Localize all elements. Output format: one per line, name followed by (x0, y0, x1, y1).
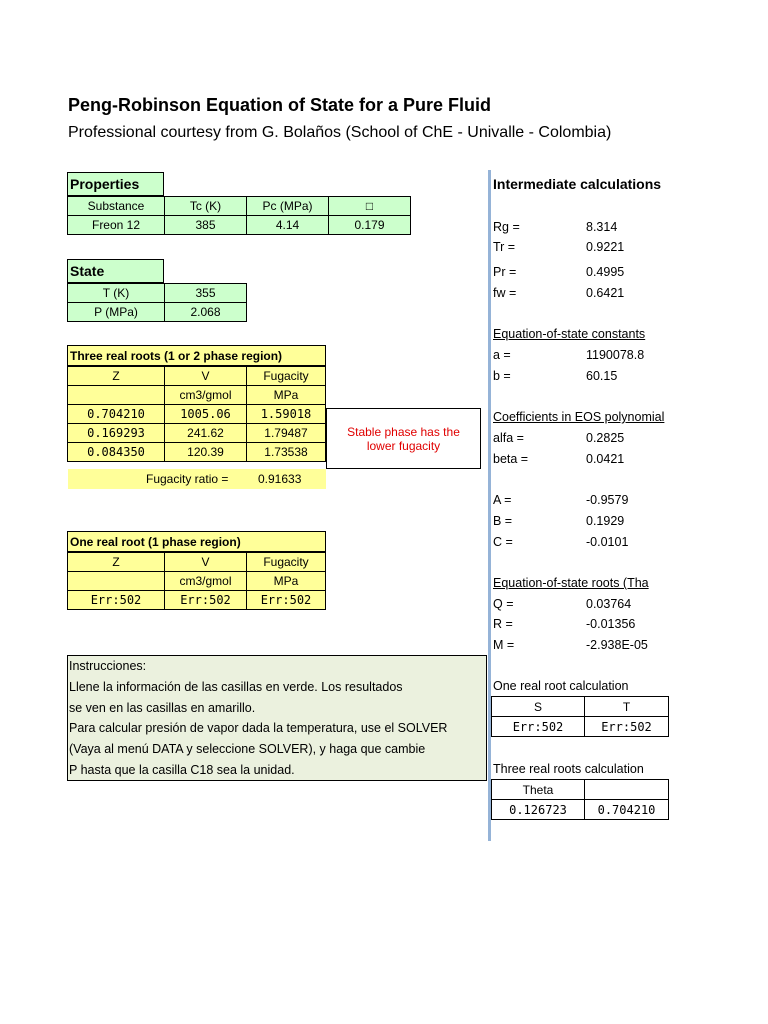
z-cell[interactable]: 0.084350 (68, 443, 165, 462)
M-label: M = (493, 638, 515, 652)
coef-title: Coefficients in EOS polynomial (493, 410, 665, 424)
one-root-table (67, 552, 326, 610)
pc-cell[interactable]: 4.14 (247, 216, 329, 235)
state-header: State (67, 259, 164, 283)
col-v: V (165, 553, 247, 572)
temperature-cell[interactable]: 355 (165, 284, 247, 303)
A-value[interactable]: -0.9579 (586, 493, 629, 507)
a-value[interactable]: 1190078.8 (586, 348, 645, 362)
substance-cell[interactable]: Freon 12 (68, 216, 165, 235)
three-roots-col-header-1 (68, 367, 326, 386)
note-line: lower fugacity (366, 438, 441, 453)
col-v-unit: cm3/gmol (165, 386, 247, 405)
B-label: B = (493, 514, 513, 528)
properties-header: Properties (67, 172, 164, 196)
pressure-cell[interactable]: 2.068 (165, 303, 247, 322)
col-v-unit: cm3/gmol (165, 572, 247, 591)
one-root-calc-title: One real root calculation (493, 679, 629, 693)
instructions-line: Para calcular presión de vapor dada la temperatura, use el SOLVER (69, 721, 448, 736)
fw-value[interactable]: 0.6421 (586, 286, 625, 300)
table-row (68, 424, 326, 443)
three-root-calc-table (491, 779, 669, 820)
state-table (67, 283, 247, 322)
page-title: Peng-Robinson Equation of State for a Pure Fluid (68, 95, 491, 115)
note-line: Stable phase has the (347, 424, 460, 439)
fw-label: fw = (493, 286, 517, 300)
table-row (492, 780, 669, 800)
col-z-unit (68, 386, 165, 405)
alfa-label: alfa = (493, 431, 524, 445)
beta-label: beta = (493, 452, 529, 466)
one-root-header: One real root (1 phase region) (67, 531, 326, 552)
col-theta: Theta (492, 780, 585, 800)
rg-value[interactable]: 8.314 (586, 220, 618, 234)
fugacity-cell[interactable]: 1.73538 (247, 443, 326, 462)
one-root-col-header-1 (68, 553, 326, 572)
a-label: a = (493, 348, 511, 362)
B-value[interactable]: 0.1929 (586, 514, 625, 528)
fugacity-ratio-label: Fugacity ratio = (146, 472, 229, 486)
table-row (68, 591, 326, 610)
properties-value-row (68, 216, 411, 235)
v-cell[interactable]: Err:502 (165, 591, 247, 610)
table-row (68, 443, 326, 462)
roots-title: Equation-of-state roots (Tha (493, 576, 649, 590)
instructions-line: Llene la información de las casillas en verde. Los resultados (69, 679, 403, 694)
C-value[interactable]: -0.0101 (586, 535, 629, 549)
col-s: S (492, 697, 585, 717)
alfa-value[interactable]: 0.2825 (586, 431, 625, 445)
section-divider (488, 170, 491, 841)
tc-cell[interactable]: 385 (165, 216, 247, 235)
instructions-box (67, 655, 487, 781)
beta-value[interactable]: 0.0421 (586, 452, 625, 466)
properties-table (67, 196, 411, 235)
omega-cell[interactable]: 0.179 (329, 216, 411, 235)
stable-phase-note (326, 408, 481, 469)
z-cell[interactable]: 0.704210 (68, 405, 165, 424)
three-roots-col-header-2 (68, 386, 326, 405)
b-label: b = (493, 369, 511, 383)
root-cell[interactable]: 0.704210 (585, 800, 669, 820)
col-substance: Substance (68, 197, 165, 216)
state-row-t (68, 284, 247, 303)
col-omega: □ (329, 197, 411, 216)
properties-header-row (68, 197, 411, 216)
tr-label: Tr = (493, 240, 516, 254)
instructions-line: (Vaya al menú DATA y seleccione SOLVER), y haga que cambie (69, 742, 426, 757)
fugacity-ratio-row (68, 469, 326, 489)
v-cell[interactable]: 241.62 (165, 424, 247, 443)
three-roots-header: Three real roots (1 or 2 phase region) (67, 345, 326, 366)
A-label: A = (493, 493, 512, 507)
R-value[interactable]: -0.01356 (586, 617, 636, 631)
col-fugacity: Fugacity (247, 553, 326, 572)
col-fugacity-unit: MPa (247, 572, 326, 591)
z-cell[interactable]: Err:502 (68, 591, 165, 610)
rg-label: Rg = (493, 220, 520, 234)
t-cell[interactable]: Err:502 (585, 717, 669, 737)
intermediate-title: Intermediate calculations (493, 176, 662, 192)
R-label: R = (493, 617, 513, 631)
three-root-calc-title: Three real roots calculation (493, 762, 644, 776)
state-row-p (68, 303, 247, 322)
b-value[interactable]: 60.15 (586, 369, 618, 383)
page-subtitle: Professional courtesy from G. Bolaños (School of ChE - Univalle - Colombia) (68, 124, 612, 141)
col-tc: Tc (K) (165, 197, 247, 216)
col-z: Z (68, 553, 165, 572)
col-t: T (585, 697, 669, 717)
col-z-unit (68, 572, 165, 591)
instructions-line: Instrucciones: (69, 659, 147, 673)
col-pc: Pc (MPa) (247, 197, 329, 216)
fugacity-cell[interactable]: Err:502 (247, 591, 326, 610)
Q-value[interactable]: 0.03764 (586, 597, 632, 611)
col-fugacity: Fugacity (247, 367, 326, 386)
eos-constants-title: Equation-of-state constants (493, 327, 646, 341)
tr-value[interactable]: 0.9221 (586, 240, 625, 254)
s-cell[interactable]: Err:502 (492, 717, 585, 737)
one-root-calc-table (491, 696, 669, 737)
pr-label: Pr = (493, 265, 517, 279)
v-cell[interactable]: 1005.06 (165, 405, 247, 424)
empty-cell (585, 780, 669, 800)
C-label: C = (493, 535, 513, 549)
instructions-line: P hasta que la casilla C18 sea la unidad. (69, 762, 295, 777)
state-label: P (MPa) (68, 303, 165, 322)
pr-value[interactable]: 0.4995 (586, 265, 625, 279)
z-cell[interactable]: 0.169293 (68, 424, 165, 443)
M-value[interactable]: -2.938E-05 (586, 638, 648, 652)
state-label: T (K) (68, 284, 165, 303)
col-z: Z (68, 367, 165, 386)
table-row (492, 697, 669, 717)
fugacity-cell[interactable]: 1.79487 (247, 424, 326, 443)
table-row (68, 405, 326, 424)
Q-label: Q = (493, 597, 514, 611)
v-cell[interactable]: 120.39 (165, 443, 247, 462)
col-fugacity-unit: MPa (247, 386, 326, 405)
table-row (492, 800, 669, 820)
theta-cell[interactable]: 0.126723 (492, 800, 585, 820)
fugacity-ratio-value[interactable]: 0.91633 (258, 472, 302, 486)
table-row (492, 717, 669, 737)
one-root-col-header-2 (68, 572, 326, 591)
fugacity-cell[interactable]: 1.59018 (247, 405, 326, 424)
three-roots-table (67, 366, 326, 462)
instructions-line: se ven en las casillas en amarillo. (69, 700, 256, 715)
col-v: V (165, 367, 247, 386)
